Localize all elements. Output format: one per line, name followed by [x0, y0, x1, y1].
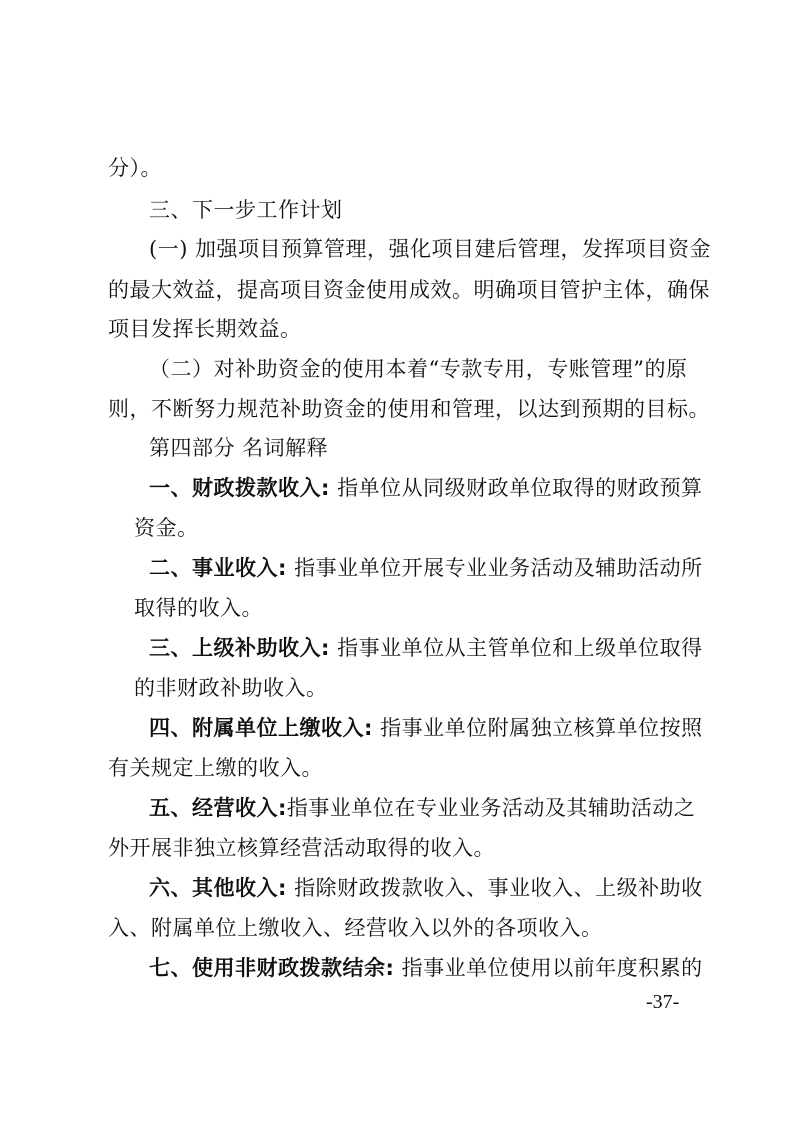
term-definition: 指事业单位从主管单位和上级单位取得: [329, 636, 703, 660]
term-definition-cont: 有关规定上缴的收入。: [108, 756, 323, 780]
paragraph-line: （二）对补助资金的使用本着“专款专用，专账管理”的原: [149, 357, 688, 381]
term-definition: 指事业单位附属独立核算单位按照: [372, 716, 703, 740]
term-entry: [149, 954, 703, 982]
term-entry: [149, 634, 703, 662]
term-label: 二、事业收入:: [149, 556, 287, 580]
term-label: 六、其他收入:: [149, 876, 287, 900]
term-label: 五、经营收入:: [149, 796, 287, 820]
term-definition-cont: 取得的收入。: [134, 596, 263, 620]
paragraph-line: 项目发挥长期效益。: [108, 317, 302, 341]
term-label: 四、附属单位上缴收入:: [149, 716, 373, 740]
term-definition: 指事业单位开展专业业务活动及辅助活动所: [286, 556, 703, 580]
term-entry: [149, 554, 703, 582]
paragraph-line: (一) 加强项目预算管理，强化项目建后管理，发挥项目资金: [149, 237, 712, 261]
term-definition: 指单位从同级财政单位取得的财政预算: [329, 476, 703, 500]
page-number: -37-: [646, 991, 680, 1013]
term-entry: [149, 714, 703, 742]
term-definition-cont: 外开展非独立核算经营活动取得的收入。: [108, 836, 495, 860]
term-label: 七、使用非财政拨款结余:: [149, 956, 395, 980]
term-definition: 指事业单位在专业业务活动及其辅助活动之: [286, 796, 696, 820]
paragraph-line: 则，不断努力规范补助资金的使用和管理，以达到预期的目标。: [108, 397, 710, 421]
term-entry: [149, 794, 695, 822]
term-definition-cont: 的非财政补助收入。: [134, 676, 328, 700]
part-title: 第四部分 名词解释: [149, 436, 329, 460]
term-definition: 指除财政拨款收入、事业收入、上级补助收: [286, 876, 703, 900]
term-definition-cont: 入、附属单位上缴收入、经营收入以外的各项收入。: [108, 916, 603, 940]
term-label: 一、财政拨款收入:: [149, 476, 330, 500]
term-label: 三、上级补助收入:: [149, 636, 330, 660]
term-entry: [149, 474, 703, 502]
term-entry: [149, 874, 703, 902]
paragraph-line: 分）。: [108, 156, 162, 180]
paragraph-line: 的最大效益，提高项目资金使用成效。明确项目管护主体，确保: [108, 278, 710, 302]
term-definition-cont: 资金。: [134, 516, 199, 540]
term-definition: 指事业单位使用以前年度积累的: [394, 956, 703, 980]
section-heading: 三、下一步工作计划: [149, 198, 343, 222]
